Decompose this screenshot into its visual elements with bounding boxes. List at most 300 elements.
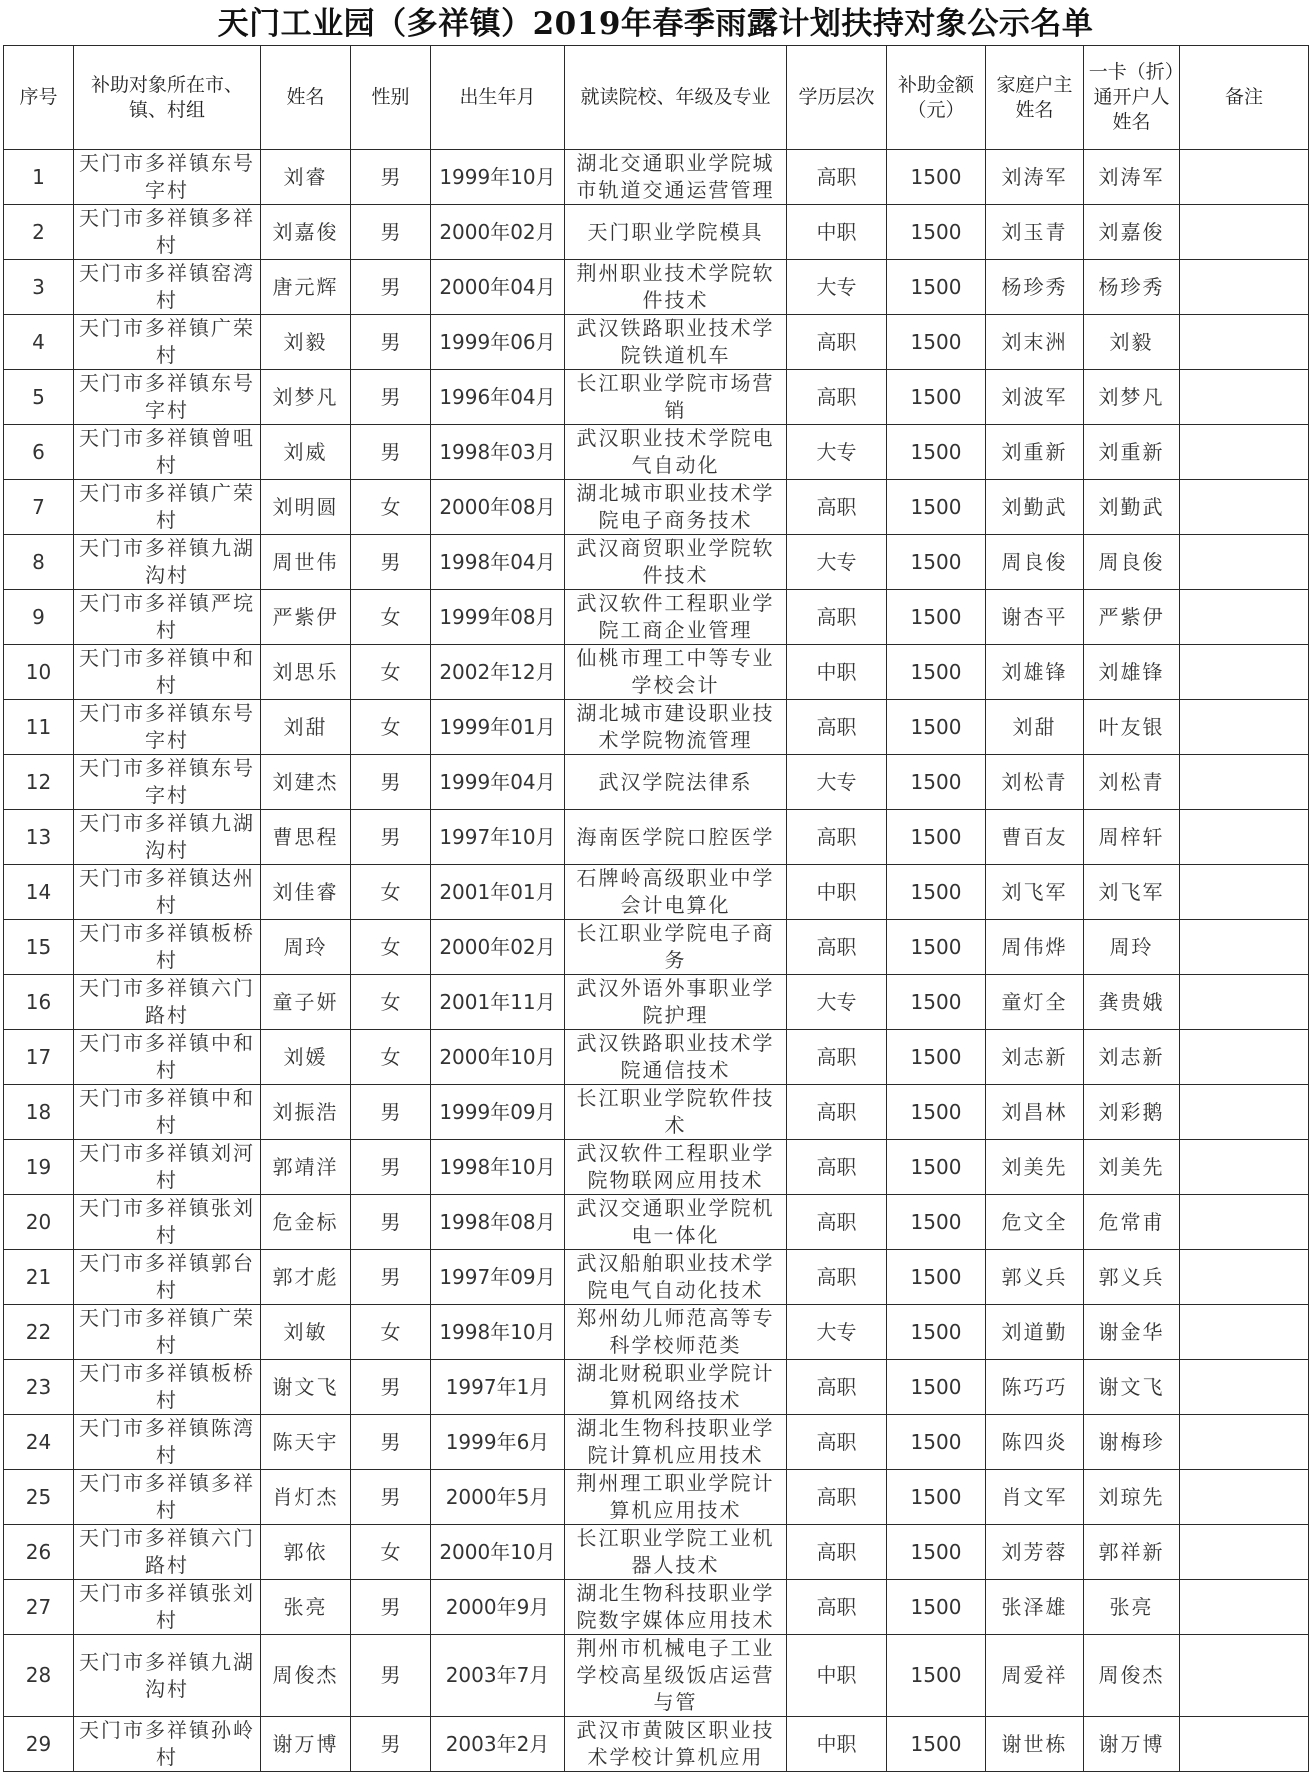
cell-school: 武汉软件工程职业学院工商企业管理	[565, 590, 787, 645]
table-row	[4, 370, 1309, 425]
cell-note	[1180, 645, 1309, 700]
cell-name: 刘明圆	[261, 480, 351, 535]
cell-address: 天门市多祥镇中和村	[74, 1085, 261, 1140]
cell-level: 高职	[787, 1580, 887, 1635]
cell-note	[1180, 1580, 1309, 1635]
cell-school: 湖北城市建设职业技术学院物流管理	[565, 700, 787, 755]
cell-name: 周世伟	[261, 535, 351, 590]
cell-school: 湖北生物科技职业学院计算机应用技术	[565, 1415, 787, 1470]
cell-note	[1180, 425, 1309, 480]
header-school: 就读院校、年级及专业	[565, 46, 787, 150]
cell-level: 高职	[787, 1085, 887, 1140]
cell-level: 中职	[787, 865, 887, 920]
cell-name: 刘佳睿	[261, 865, 351, 920]
cell-gender: 男	[351, 1717, 431, 1772]
table-row	[4, 150, 1309, 205]
cell-note	[1180, 1360, 1309, 1415]
cell-note	[1180, 1415, 1309, 1470]
table-row	[4, 425, 1309, 480]
cell-note	[1180, 590, 1309, 645]
cell-amount: 1500	[887, 1250, 986, 1305]
cell-amount: 1500	[887, 1140, 986, 1195]
table-row	[4, 1250, 1309, 1305]
header-level: 学历层次	[787, 46, 887, 150]
cell-note	[1180, 1140, 1309, 1195]
cell-birth: 1997年1月	[431, 1360, 565, 1415]
cell-amount: 1500	[887, 205, 986, 260]
cell-seq: 14	[4, 865, 74, 920]
cell-note	[1180, 1195, 1309, 1250]
cell-amount: 1500	[887, 1580, 986, 1635]
cell-amount: 1500	[887, 1717, 986, 1772]
cell-name: 刘振浩	[261, 1085, 351, 1140]
cell-gender: 女	[351, 1525, 431, 1580]
cell-gender: 男	[351, 1580, 431, 1635]
table-row	[4, 1635, 1309, 1717]
cell-school: 武汉职业技术学院电气自动化	[565, 425, 787, 480]
cell-household-head: 刘昌林	[986, 1085, 1084, 1140]
cell-school: 湖北生物科技职业学院数字媒体应用技术	[565, 1580, 787, 1635]
cell-name: 童子妍	[261, 975, 351, 1030]
cell-birth: 2001年11月	[431, 975, 565, 1030]
cell-seq: 2	[4, 205, 74, 260]
cell-amount: 1500	[887, 590, 986, 645]
table-header-row	[4, 46, 1309, 150]
cell-amount: 1500	[887, 1085, 986, 1140]
cell-birth: 1998年10月	[431, 1305, 565, 1360]
cell-name: 刘思乐	[261, 645, 351, 700]
cell-household-head: 陈巧巧	[986, 1360, 1084, 1415]
table-row	[4, 700, 1309, 755]
cell-address: 天门市多祥镇东号字村	[74, 755, 261, 810]
table-row	[4, 755, 1309, 810]
cell-household-head: 陈四炎	[986, 1415, 1084, 1470]
cell-address: 天门市多祥镇张刘村	[74, 1195, 261, 1250]
cell-account-holder: 杨珍秀	[1084, 260, 1180, 315]
cell-household-head: 谢世栋	[986, 1717, 1084, 1772]
cell-household-head: 刘志新	[986, 1030, 1084, 1085]
cell-household-head: 刘末洲	[986, 315, 1084, 370]
cell-amount: 1500	[887, 920, 986, 975]
cell-level: 大专	[787, 260, 887, 315]
cell-name: 周俊杰	[261, 1635, 351, 1717]
cell-school: 长江职业学院市场营销	[565, 370, 787, 425]
table-row	[4, 535, 1309, 590]
cell-seq: 9	[4, 590, 74, 645]
cell-school: 湖北交通职业学院城市轨道交通运营管理	[565, 150, 787, 205]
cell-note	[1180, 1085, 1309, 1140]
cell-school: 长江职业学院软件技术	[565, 1085, 787, 1140]
cell-note	[1180, 1305, 1309, 1360]
cell-seq: 28	[4, 1635, 74, 1717]
table-row	[4, 315, 1309, 370]
cell-gender: 男	[351, 1360, 431, 1415]
cell-level: 大专	[787, 425, 887, 480]
cell-level: 中职	[787, 1635, 887, 1717]
cell-amount: 1500	[887, 535, 986, 590]
cell-name: 郭依	[261, 1525, 351, 1580]
cell-level: 高职	[787, 480, 887, 535]
cell-household-head: 刘芳蓉	[986, 1525, 1084, 1580]
cell-address: 天门市多祥镇六门路村	[74, 975, 261, 1030]
cell-level: 大专	[787, 535, 887, 590]
cell-school: 荆州理工职业学院计算机应用技术	[565, 1470, 787, 1525]
cell-account-holder: 刘雄锋	[1084, 645, 1180, 700]
cell-birth: 2000年02月	[431, 920, 565, 975]
cell-level: 高职	[787, 1250, 887, 1305]
cell-note	[1180, 315, 1309, 370]
cell-birth: 2000年10月	[431, 1030, 565, 1085]
table-row	[4, 1195, 1309, 1250]
cell-school: 长江职业学院工业机器人技术	[565, 1525, 787, 1580]
cell-seq: 4	[4, 315, 74, 370]
cell-note	[1180, 1470, 1309, 1525]
cell-birth: 1999年08月	[431, 590, 565, 645]
cell-address: 天门市多祥镇广荣村	[74, 480, 261, 535]
table-row	[4, 1580, 1309, 1635]
cell-address: 天门市多祥镇东号字村	[74, 700, 261, 755]
cell-seq: 6	[4, 425, 74, 480]
cell-name: 刘甜	[261, 700, 351, 755]
cell-school: 长江职业学院电子商务	[565, 920, 787, 975]
cell-address: 天门市多祥镇东号字村	[74, 370, 261, 425]
cell-level: 高职	[787, 1470, 887, 1525]
cell-level: 高职	[787, 1415, 887, 1470]
cell-gender: 男	[351, 205, 431, 260]
cell-birth: 2000年10月	[431, 1525, 565, 1580]
cell-birth: 1999年10月	[431, 150, 565, 205]
cell-address: 天门市多祥镇九湖沟村	[74, 1635, 261, 1717]
cell-amount: 1500	[887, 1525, 986, 1580]
cell-household-head: 刘波军	[986, 370, 1084, 425]
cell-birth: 2001年01月	[431, 865, 565, 920]
cell-amount: 1500	[887, 1360, 986, 1415]
cell-note	[1180, 975, 1309, 1030]
cell-household-head: 童灯全	[986, 975, 1084, 1030]
cell-name: 刘嘉俊	[261, 205, 351, 260]
cell-name: 陈天宇	[261, 1415, 351, 1470]
cell-birth: 1998年10月	[431, 1140, 565, 1195]
cell-seq: 3	[4, 260, 74, 315]
header-name: 姓名	[261, 46, 351, 150]
cell-account-holder: 周良俊	[1084, 535, 1180, 590]
cell-gender: 男	[351, 425, 431, 480]
table-row	[4, 590, 1309, 645]
cell-gender: 男	[351, 150, 431, 205]
table-row	[4, 920, 1309, 975]
cell-level: 高职	[787, 1525, 887, 1580]
cell-amount: 1500	[887, 700, 986, 755]
table-row	[4, 1525, 1309, 1580]
cell-address: 天门市多祥镇达州村	[74, 865, 261, 920]
cell-address: 天门市多祥镇多祥村	[74, 1470, 261, 1525]
cell-amount: 1500	[887, 975, 986, 1030]
cell-address: 天门市多祥镇中和村	[74, 645, 261, 700]
cell-name: 危金标	[261, 1195, 351, 1250]
cell-household-head: 肖文军	[986, 1470, 1084, 1525]
cell-household-head: 周爱祥	[986, 1635, 1084, 1717]
cell-gender: 男	[351, 1470, 431, 1525]
cell-account-holder: 谢金华	[1084, 1305, 1180, 1360]
cell-gender: 男	[351, 370, 431, 425]
cell-amount: 1500	[887, 1305, 986, 1360]
cell-seq: 22	[4, 1305, 74, 1360]
cell-household-head: 危文全	[986, 1195, 1084, 1250]
cell-seq: 15	[4, 920, 74, 975]
cell-name: 严紫伊	[261, 590, 351, 645]
cell-name: 周玲	[261, 920, 351, 975]
header-seq: 序号	[4, 46, 74, 150]
cell-address: 天门市多祥镇九湖沟村	[74, 535, 261, 590]
header-gender: 性别	[351, 46, 431, 150]
cell-school: 武汉船舶职业技术学院电气自动化技术	[565, 1250, 787, 1305]
cell-gender: 男	[351, 1415, 431, 1470]
cell-amount: 1500	[887, 755, 986, 810]
cell-name: 唐元辉	[261, 260, 351, 315]
cell-gender: 女	[351, 480, 431, 535]
cell-account-holder: 谢万博	[1084, 1717, 1180, 1772]
cell-seq: 29	[4, 1717, 74, 1772]
table-row	[4, 1360, 1309, 1415]
cell-account-holder: 叶友银	[1084, 700, 1180, 755]
cell-birth: 1998年03月	[431, 425, 565, 480]
cell-note	[1180, 260, 1309, 315]
cell-account-holder: 刘重新	[1084, 425, 1180, 480]
cell-amount: 1500	[887, 1635, 986, 1717]
cell-name: 张亮	[261, 1580, 351, 1635]
cell-seq: 21	[4, 1250, 74, 1305]
cell-amount: 1500	[887, 480, 986, 535]
cell-gender: 男	[351, 1635, 431, 1717]
cell-account-holder: 周梓轩	[1084, 810, 1180, 865]
table-row	[4, 1085, 1309, 1140]
cell-level: 大专	[787, 1305, 887, 1360]
cell-birth: 1999年06月	[431, 315, 565, 370]
cell-account-holder: 郭义兵	[1084, 1250, 1180, 1305]
cell-gender: 女	[351, 1030, 431, 1085]
cell-account-holder: 龚贵娥	[1084, 975, 1180, 1030]
cell-household-head: 杨珍秀	[986, 260, 1084, 315]
cell-level: 高职	[787, 1360, 887, 1415]
cell-level: 高职	[787, 315, 887, 370]
cell-amount: 1500	[887, 645, 986, 700]
cell-birth: 1996年04月	[431, 370, 565, 425]
cell-seq: 18	[4, 1085, 74, 1140]
cell-school: 武汉软件工程职业学院物联网应用技术	[565, 1140, 787, 1195]
cell-note	[1180, 865, 1309, 920]
cell-name: 刘毅	[261, 315, 351, 370]
cell-note	[1180, 535, 1309, 590]
cell-gender: 男	[351, 1140, 431, 1195]
cell-level: 中职	[787, 645, 887, 700]
header-account-holder: 一卡（折）通开户人姓名	[1084, 46, 1180, 150]
cell-school: 武汉铁路职业技术学院铁道机车	[565, 315, 787, 370]
cell-name: 郭才彪	[261, 1250, 351, 1305]
cell-household-head: 郭义兵	[986, 1250, 1084, 1305]
cell-seq: 10	[4, 645, 74, 700]
cell-address: 天门市多祥镇张刘村	[74, 1580, 261, 1635]
cell-gender: 男	[351, 755, 431, 810]
cell-seq: 13	[4, 810, 74, 865]
cell-address: 天门市多祥镇刘河村	[74, 1140, 261, 1195]
cell-account-holder: 刘琼先	[1084, 1470, 1180, 1525]
cell-amount: 1500	[887, 370, 986, 425]
cell-address: 天门市多祥镇中和村	[74, 1030, 261, 1085]
cell-school: 仙桃市理工中等专业学校会计	[565, 645, 787, 700]
cell-amount: 1500	[887, 425, 986, 480]
cell-seq: 12	[4, 755, 74, 810]
cell-birth: 2003年7月	[431, 1635, 565, 1717]
cell-level: 高职	[787, 1195, 887, 1250]
table-row	[4, 1470, 1309, 1525]
table-row	[4, 975, 1309, 1030]
cell-level: 高职	[787, 370, 887, 425]
beneficiary-table	[3, 45, 1309, 1772]
cell-gender: 男	[351, 315, 431, 370]
cell-gender: 女	[351, 975, 431, 1030]
cell-address: 天门市多祥镇九湖沟村	[74, 810, 261, 865]
table-row	[4, 645, 1309, 700]
cell-note	[1180, 1030, 1309, 1085]
cell-school: 石牌岭高级职业中学会计电算化	[565, 865, 787, 920]
cell-account-holder: 刘梦凡	[1084, 370, 1180, 425]
cell-gender: 男	[351, 535, 431, 590]
cell-gender: 男	[351, 1195, 431, 1250]
cell-name: 郭靖洋	[261, 1140, 351, 1195]
cell-gender: 男	[351, 1250, 431, 1305]
cell-address: 天门市多祥镇陈湾村	[74, 1415, 261, 1470]
cell-seq: 16	[4, 975, 74, 1030]
cell-level: 高职	[787, 700, 887, 755]
cell-household-head: 刘雄锋	[986, 645, 1084, 700]
cell-note	[1180, 370, 1309, 425]
table-row	[4, 1305, 1309, 1360]
cell-name: 刘梦凡	[261, 370, 351, 425]
cell-level: 高职	[787, 590, 887, 645]
cell-name: 刘威	[261, 425, 351, 480]
cell-account-holder: 谢文飞	[1084, 1360, 1180, 1415]
table-row	[4, 480, 1309, 535]
header-household-head: 家庭户主姓名	[986, 46, 1084, 150]
cell-household-head: 刘飞军	[986, 865, 1084, 920]
cell-birth: 2002年12月	[431, 645, 565, 700]
cell-seq: 26	[4, 1525, 74, 1580]
cell-seq: 7	[4, 480, 74, 535]
cell-amount: 1500	[887, 810, 986, 865]
cell-level: 高职	[787, 1140, 887, 1195]
cell-name: 刘媛	[261, 1030, 351, 1085]
cell-gender: 男	[351, 1085, 431, 1140]
cell-amount: 1500	[887, 260, 986, 315]
cell-birth: 1997年10月	[431, 810, 565, 865]
cell-amount: 1500	[887, 150, 986, 205]
cell-account-holder: 危常甫	[1084, 1195, 1180, 1250]
cell-level: 大专	[787, 755, 887, 810]
cell-account-holder: 周玲	[1084, 920, 1180, 975]
cell-account-holder: 郭祥新	[1084, 1525, 1180, 1580]
cell-level: 高职	[787, 810, 887, 865]
header-note: 备注	[1180, 46, 1309, 150]
cell-seq: 20	[4, 1195, 74, 1250]
cell-birth: 1998年04月	[431, 535, 565, 590]
cell-household-head: 周伟烨	[986, 920, 1084, 975]
cell-household-head: 刘重新	[986, 425, 1084, 480]
cell-school: 天门职业学院模具	[565, 205, 787, 260]
cell-account-holder: 周俊杰	[1084, 1635, 1180, 1717]
cell-seq: 11	[4, 700, 74, 755]
cell-account-holder: 刘松青	[1084, 755, 1180, 810]
cell-school: 海南医学院口腔医学	[565, 810, 787, 865]
cell-household-head: 周良俊	[986, 535, 1084, 590]
cell-school: 武汉学院法律系	[565, 755, 787, 810]
page-title: 天门工业园（多祥镇）2019年春季雨露计划扶持对象公示名单	[217, 6, 1094, 42]
cell-note	[1180, 700, 1309, 755]
cell-address: 天门市多祥镇孙岭村	[74, 1717, 261, 1772]
cell-household-head: 刘美先	[986, 1140, 1084, 1195]
table-row	[4, 1140, 1309, 1195]
cell-school: 武汉交通职业学院机电一体化	[565, 1195, 787, 1250]
cell-note	[1180, 810, 1309, 865]
cell-level: 大专	[787, 975, 887, 1030]
table-row	[4, 205, 1309, 260]
cell-account-holder: 刘美先	[1084, 1140, 1180, 1195]
cell-birth: 2000年08月	[431, 480, 565, 535]
cell-note	[1180, 1635, 1309, 1717]
cell-name: 刘睿	[261, 150, 351, 205]
cell-gender: 女	[351, 920, 431, 975]
cell-gender: 女	[351, 1305, 431, 1360]
table-row	[4, 1030, 1309, 1085]
cell-address: 天门市多祥镇曾咀村	[74, 425, 261, 480]
cell-gender: 女	[351, 645, 431, 700]
cell-note	[1180, 920, 1309, 975]
cell-name: 谢文飞	[261, 1360, 351, 1415]
cell-birth: 2000年9月	[431, 1580, 565, 1635]
table-row	[4, 865, 1309, 920]
cell-amount: 1500	[887, 1195, 986, 1250]
header-address: 补助对象所在市、镇、村组	[74, 46, 261, 150]
cell-gender: 男	[351, 260, 431, 315]
cell-address: 天门市多祥镇板桥村	[74, 1360, 261, 1415]
cell-household-head: 张泽雄	[986, 1580, 1084, 1635]
cell-household-head: 刘甜	[986, 700, 1084, 755]
table-row	[4, 260, 1309, 315]
cell-seq: 1	[4, 150, 74, 205]
table-row	[4, 1415, 1309, 1470]
cell-amount: 1500	[887, 865, 986, 920]
cell-name: 曹思程	[261, 810, 351, 865]
cell-household-head: 谢杏平	[986, 590, 1084, 645]
cell-seq: 17	[4, 1030, 74, 1085]
cell-gender: 男	[351, 810, 431, 865]
cell-amount: 1500	[887, 1030, 986, 1085]
cell-school: 武汉铁路职业技术学院通信技术	[565, 1030, 787, 1085]
cell-school: 荆州职业技术学院软件技术	[565, 260, 787, 315]
cell-household-head: 刘松青	[986, 755, 1084, 810]
header-birth: 出生年月	[431, 46, 565, 150]
cell-seq: 23	[4, 1360, 74, 1415]
cell-level: 高职	[787, 1030, 887, 1085]
cell-household-head: 刘勤武	[986, 480, 1084, 535]
cell-birth: 2000年02月	[431, 205, 565, 260]
cell-level: 中职	[787, 1717, 887, 1772]
cell-seq: 25	[4, 1470, 74, 1525]
cell-school: 武汉市黄陂区职业技术学校计算机应用	[565, 1717, 787, 1772]
cell-account-holder: 刘涛军	[1084, 150, 1180, 205]
cell-level: 高职	[787, 150, 887, 205]
cell-account-holder: 刘彩鹅	[1084, 1085, 1180, 1140]
cell-address: 天门市多祥镇广荣村	[74, 315, 261, 370]
